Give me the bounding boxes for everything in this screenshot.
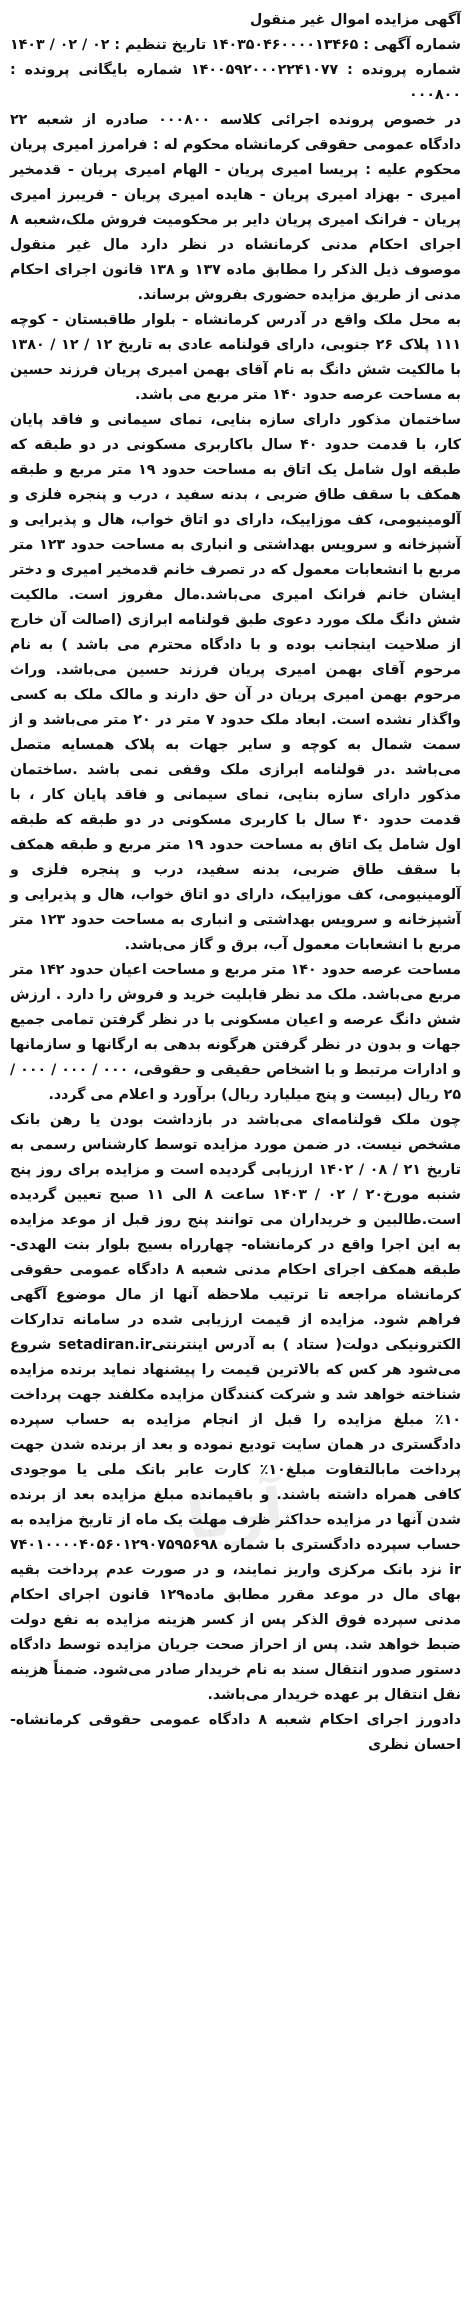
- paragraph-building-description: ساختمان مذکور دارای سازه بنایی، نمای سیمانی و فاقد پایان کار، با قدمت حدود ۴۰ سال باکاربری مسکونی در دو طبقه که طبقه اول شامل یک اتاق به مساحت حدود ۱۹ متر مربع و طبقه همکف با سقف طاق ضربی ، بدنه سفید ، درب و پنجره فلزی و آلومینیومی، کف موزاییک، دارای دو اتاق خواب، هال و پذیرایی و آشپزخانه و سرویس بهداشتی و انباری به مساحت حدود ۱۲۳ متر مربع با انشعابات معمول که در تصرف خانم قدمخیر امیری و دختر ایشان خانم فرانک امیری می‌باشد.مال مفروز است. مالکیت شش دانگ ملک مورد دعوی طبق قولنامه ابرازی (اصالت آن خارج از صلاحیت اینجانب بوده و با دادگاه محترم می باشد ) به نام مرحوم آقای بهمن امیری پریان فرزند حسین می‌باشد. وراث مرحوم بهمن امیری پریان در آن حق دارند و مالک ملک به کسی واگذار نشده است. ابعاد ملک حدود ۷ متر در ۲۰ متر می‌باشد و از سمت شمال به کوچه و سایر جهات به پلاک همسایه متصل می‌باشد .در قولنامه ابرازی ملک وقفی نمی باشد .ساختمان مذکور دارای سازه بنایی، نمای سیمانی و فاقد پایان کار ، با قدمت حدود ۴۰ سال با کاربری مسکونی در دو طبقه که طبقه اول شامل یک اتاق به مساحت حدود ۱۹ متر مربع و طبقه همکف با سقف طاق ضربی، بدنه سفید، درب و پنجره فلزی و آلومینیومی، کف موزاییک، دارای دو اتاق خواب، هال و پذیرایی و آشپزخانه و سرویس بهداشتی و انباری به مساحت حدود ۱۲۳ متر مربع با انشعابات معمول آب، برق و گاز می‌باشد.: [10, 412, 462, 953]
- paragraph-auction-terms: چون ملک قولنامه‌ای می‌باشد در بازداشت بودن یا رهن بانک مشخص نیست. در ضمن مورد مزایده توسط کارشناس رسمی به تاریخ ۲۱ / ۰۸ / ۱۴۰۲ ارزیابی گردیده است و مزایده برای روز پنج شنبه مورخ۲۰ / ۰۲ / ۱۴۰۳ ساعت ۸ الی ۱۱ صبح تعیین گردیده است.طالبین و خریداران می توانند پنج روز قبل از موعد مزایده به این اجرا واقع در کرمانشاه- چهارراه بسیج بلوار بنت الهدی- طبقه همکف اجرای احکام مدنی شعبه ۸ دادگاه عمومی حقوقی کرمانشاه مراجعه تا ترتیب ملاحظه آنها از مال موضوع آگهی فراهم شود. مزایده از قیمت ارزیابی شده در سامانه تدارکات الکترونیکی دولت( ستاد ) به آدرس اینترنتیsetadiran.ir شروع می‌شود هر کس که بالاترین قیمت را پیشنهاد نماید برنده مزایده شناخته خواهد شد و شرکت کنندگان مزایده مکلفند جهت پرداخت ۱۰٪ مبلغ مزایده را قبل از انجام مزایده به حساب سپرده دادگستری در همان سایت تودیع نموده و بعد از برنده شدن جهت پرداخت مابالتفاوت مبلغ۱۰٪ کارت عابر بانک ملی یا موجودی کافی همراه داشته باشند. و باقیمانده مبلغ مزایده بعد از برنده شدن آنها در مزایده حداکثر ظرف مهلت یک ماه از تاریخ مزایده به حساب سپرده دادگستری با شماره ۷۴۰۱۰۰۰۰۴۰۵۶۰۱۲۹۰۷۵۹۵۶۹۸ ir نزد بانک مرکزی واریز نمایند، و در صورت عدم پرداخت بقیه بهای مال در موعد مقرر مطابق ماده۱۲۹ قانون اجرای احکام مدنی سپرده فوق الذکر پس از کسر هزینه مزایده به نفع دولت ضبط خواهد شد. پس از احراز صحت جریان مزایده توسط دادگاه دستور صدور انتقال سند به نام خریدار صادر می‌شود. ضمناً هزینه نقل انتقال بر عهده خریدار می‌باشد.: [10, 1112, 462, 1703]
- paragraph-case-details: در خصوص پرونده اجرائی کلاسه ۰۰۰۸۰۰ صادره از شعبه ۲۲ دادگاه عمومی حقوقی کرمانشاه محکوم له : فرامرز امیری پریان محکوم علیه : پریسا امیری پریان - الهام امیری پریان - قدمخیر امیری - بهزاد امیری پریان - هایده امیری پریان - فریبرز امیری پریان - فرانک امیری پریان دایر بر محکومیت فروش ملک،شعبه ۸ اجرای احکام مدنی کرمانشاه در نظر دارد مال غیر منقول موصوف ذیل الذکر را مطابق ماده ۱۳۷ و ۱۳۸ قانون اجرای احکام مدنی از طریق مزایده حضوری بفروش برساند.: [10, 112, 461, 303]
- paragraph-area-and-value: مساحت عرصه حدود ۱۴۰ متر مربع و مساحت اعیان حدود ۱۴۲ متر مربع می‌باشد. ملک مد نظر قابلیت خرید و فروش را دارد . ارزش شش دانگ عرصه و اعیان مسکونی با در نظر گرفتن تمامی جمیع جهات و بدون در نظر گرفتن هرگونه بدهی به ارگانها و سازمانها و ادارات مرتبط و با اشخاص حقیقی و حقوقی، ۰۰۰ / ۰۰۰ / ۰۰۰ / ۲۵ ریال (بیست و پنج میلیارد ریال) برآورد و اعلام می گردد.: [10, 962, 462, 1103]
- notice-signature: دادورز اجرای احکام شعبه ۸ دادگاه عمومی حقوقی کرمانشاه- احسان نظری: [10, 1712, 461, 1753]
- notice-title: آگهی مزایده اموال غیر منقول: [250, 12, 461, 28]
- notice-header: شماره آگهی : ۱۴۰۳۵۰۴۶۰۰۰۰۱۳۴۶۵ تاریخ تنظیم : ۰۲ / ۰۲ / ۱۴۰۳ شماره پرونده : ۱۴۰۰۵۹۲۰۰۰۲۲۴۱۰۷۷ شماره بایگانی پرونده : ۰۰۰۸۰۰: [10, 37, 462, 103]
- watermark-logo: آریا: [183, 1475, 287, 1553]
- paragraph-property-address: به محل ملک واقع در آدرس کرمانشاه - بلوار طاقبستان - کوچه ۱۱۱ پلاک ۲۶ جنوبی، دارای قولنامه عادی به تاریخ ۱۲ / ۱۲ / ۱۳۸۰ با مالکیت شش دانگ به نام آقای بهمن امیری پریان فرزند حسین به مساحت عرصه حدود ۱۴۰ متر مربع می باشد.: [10, 312, 462, 403]
